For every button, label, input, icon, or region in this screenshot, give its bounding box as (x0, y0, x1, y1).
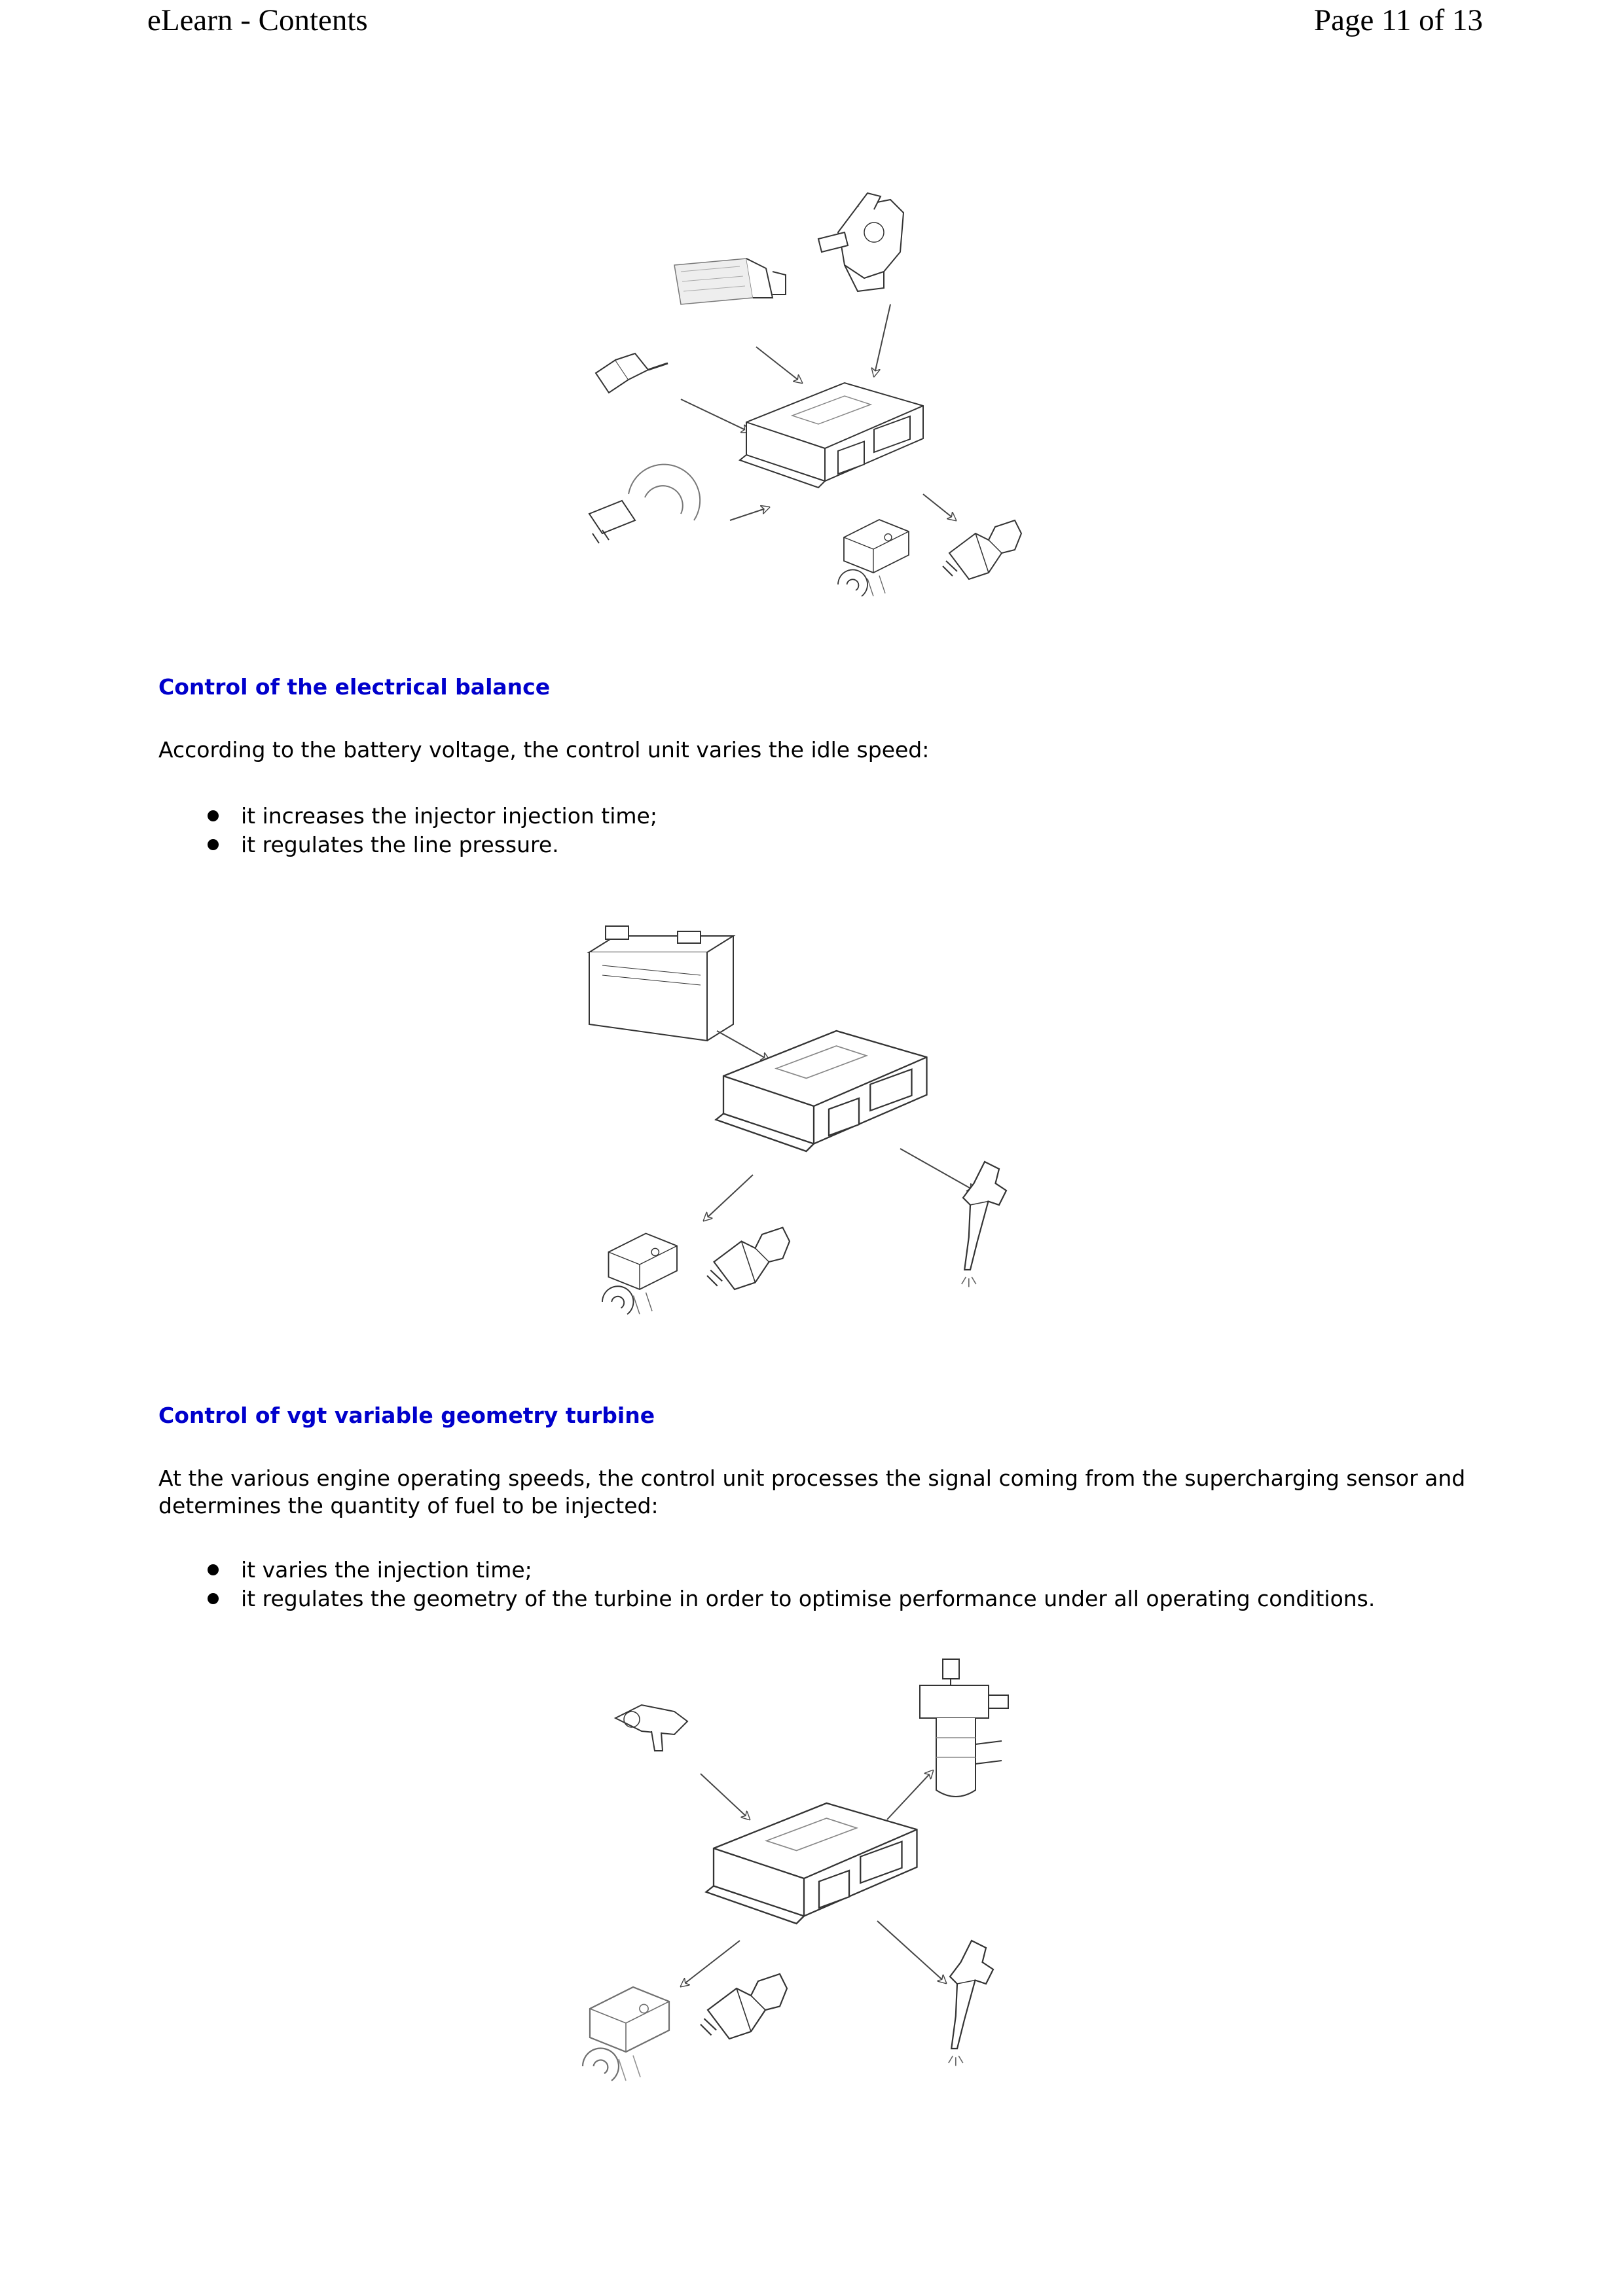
bullet-icon (208, 1593, 219, 1604)
figure-vgt-diagram (576, 1653, 1061, 2111)
section-heading-vgt-turbine: Control of vgt variable geometry turbine (158, 1403, 655, 1428)
list-item: it regulates the line pressure. (204, 831, 657, 859)
bullet-icon (208, 839, 219, 850)
figure-battery-diagram (576, 913, 1061, 1358)
bullet-icon (208, 810, 219, 821)
list-item: it increases the injector injection time; (204, 802, 657, 831)
section-heading-electrical-balance: Control of the electrical balance (158, 674, 551, 700)
section-intro-vgt-turbine: At the various engine operating speeds, the control unit processes the signal coming from the supercharging sensor and determines the quantity of fuel to be injected: (158, 1465, 1466, 1518)
page-number: Page 11 of 13 (1313, 3, 1483, 37)
section-intro-electrical-balance: According to the battery voltage, the control unit varies the idle speed: (158, 737, 930, 762)
bullet-icon (208, 1564, 219, 1575)
figure-sensor-inputs-diagram (576, 187, 1034, 632)
page-header (0, 0, 1623, 52)
list-item: it regulates the geometry of the turbine in order to optimise performance under all operating conditions. (204, 1585, 1375, 1613)
bullet-list-electrical-balance (204, 802, 657, 859)
document-title: eLearn - Contents (147, 3, 368, 37)
bullet-list-vgt-turbine (204, 1556, 1375, 1613)
list-item: it varies the injection time; (204, 1556, 1375, 1585)
